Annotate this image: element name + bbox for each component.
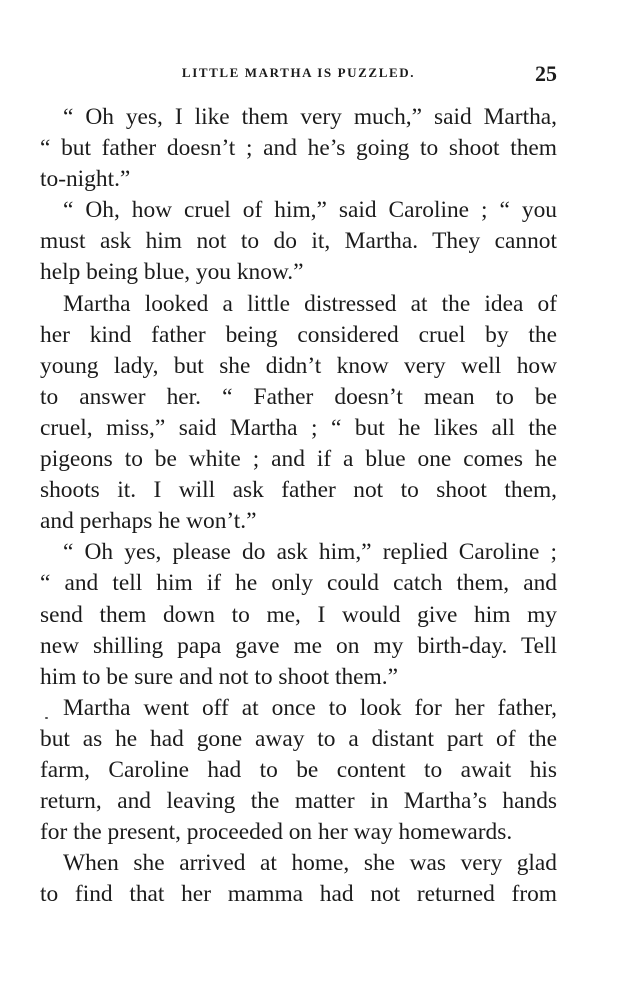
text-line: and perhaps he won’t.” xyxy=(40,508,257,535)
text-line: to-night.” xyxy=(40,166,131,193)
text-line: farm, Caroline had to be content to await his xyxy=(40,756,557,783)
text-line: shoots it. I will ask father not to shoot them, xyxy=(40,477,557,504)
paragraph-3 xyxy=(40,289,557,538)
text-line: cruel, miss,” said Martha ; “ but he likes all the xyxy=(40,414,557,441)
text-line: pigeons to be white ; and if a blue one comes he xyxy=(40,446,557,473)
text-line: help being blue, you know.” xyxy=(40,259,304,286)
page-header xyxy=(40,63,557,87)
text-line: When she arrived at home, she was very glad xyxy=(63,850,557,877)
text-line: Martha went off at once to look for her father, xyxy=(63,694,557,721)
text-line: Martha looked a little distressed at the idea of xyxy=(63,290,557,317)
text-line: her kind father being considered cruel by the xyxy=(40,321,557,348)
text-line: him to be sure and not to shoot them.” xyxy=(40,663,398,690)
paragraph-5 xyxy=(40,693,557,848)
text-line: “ Oh yes, please do ask him,” replied Caroline ; xyxy=(63,539,557,566)
text-line: send them down to me, I would give him my xyxy=(40,601,557,628)
body-text xyxy=(40,102,557,910)
text-line: “ but father doesn’t ; and he’s going to shoot them xyxy=(40,135,557,162)
ink-speck xyxy=(45,717,48,719)
text-line: new shilling papa gave me on my birth-day. Tell xyxy=(40,632,557,659)
paragraph-4 xyxy=(40,537,557,692)
paragraph-1 xyxy=(40,102,557,195)
text-line: “ Oh yes, I like them very much,” said Martha, xyxy=(63,104,557,130)
text-line: but as he had gone away to a distant part of the xyxy=(40,725,557,752)
paragraph-2 xyxy=(40,195,557,288)
page-number: 25 xyxy=(535,61,557,86)
text-line: “ Oh, how cruel of him,” said Caroline ; “ you xyxy=(63,197,557,224)
text-line: to find that her mamma had not returned from xyxy=(40,881,557,908)
text-line: for the present, proceeded on her way homewards. xyxy=(40,819,513,846)
text-line: young lady, but she didn’t know very well how xyxy=(40,352,557,379)
text-line: to answer her. “ Father doesn’t mean to be xyxy=(40,383,557,410)
text-line: must ask him not to do it, Martha. They cannot xyxy=(40,228,557,255)
text-line: “ and tell him if he only could catch them, and xyxy=(40,570,557,597)
paragraph-6 xyxy=(40,848,557,910)
text-line: return, and leaving the matter in Martha’s hands xyxy=(40,788,557,815)
running-title: LITTLE MARTHA IS PUZZLED. xyxy=(181,65,416,80)
